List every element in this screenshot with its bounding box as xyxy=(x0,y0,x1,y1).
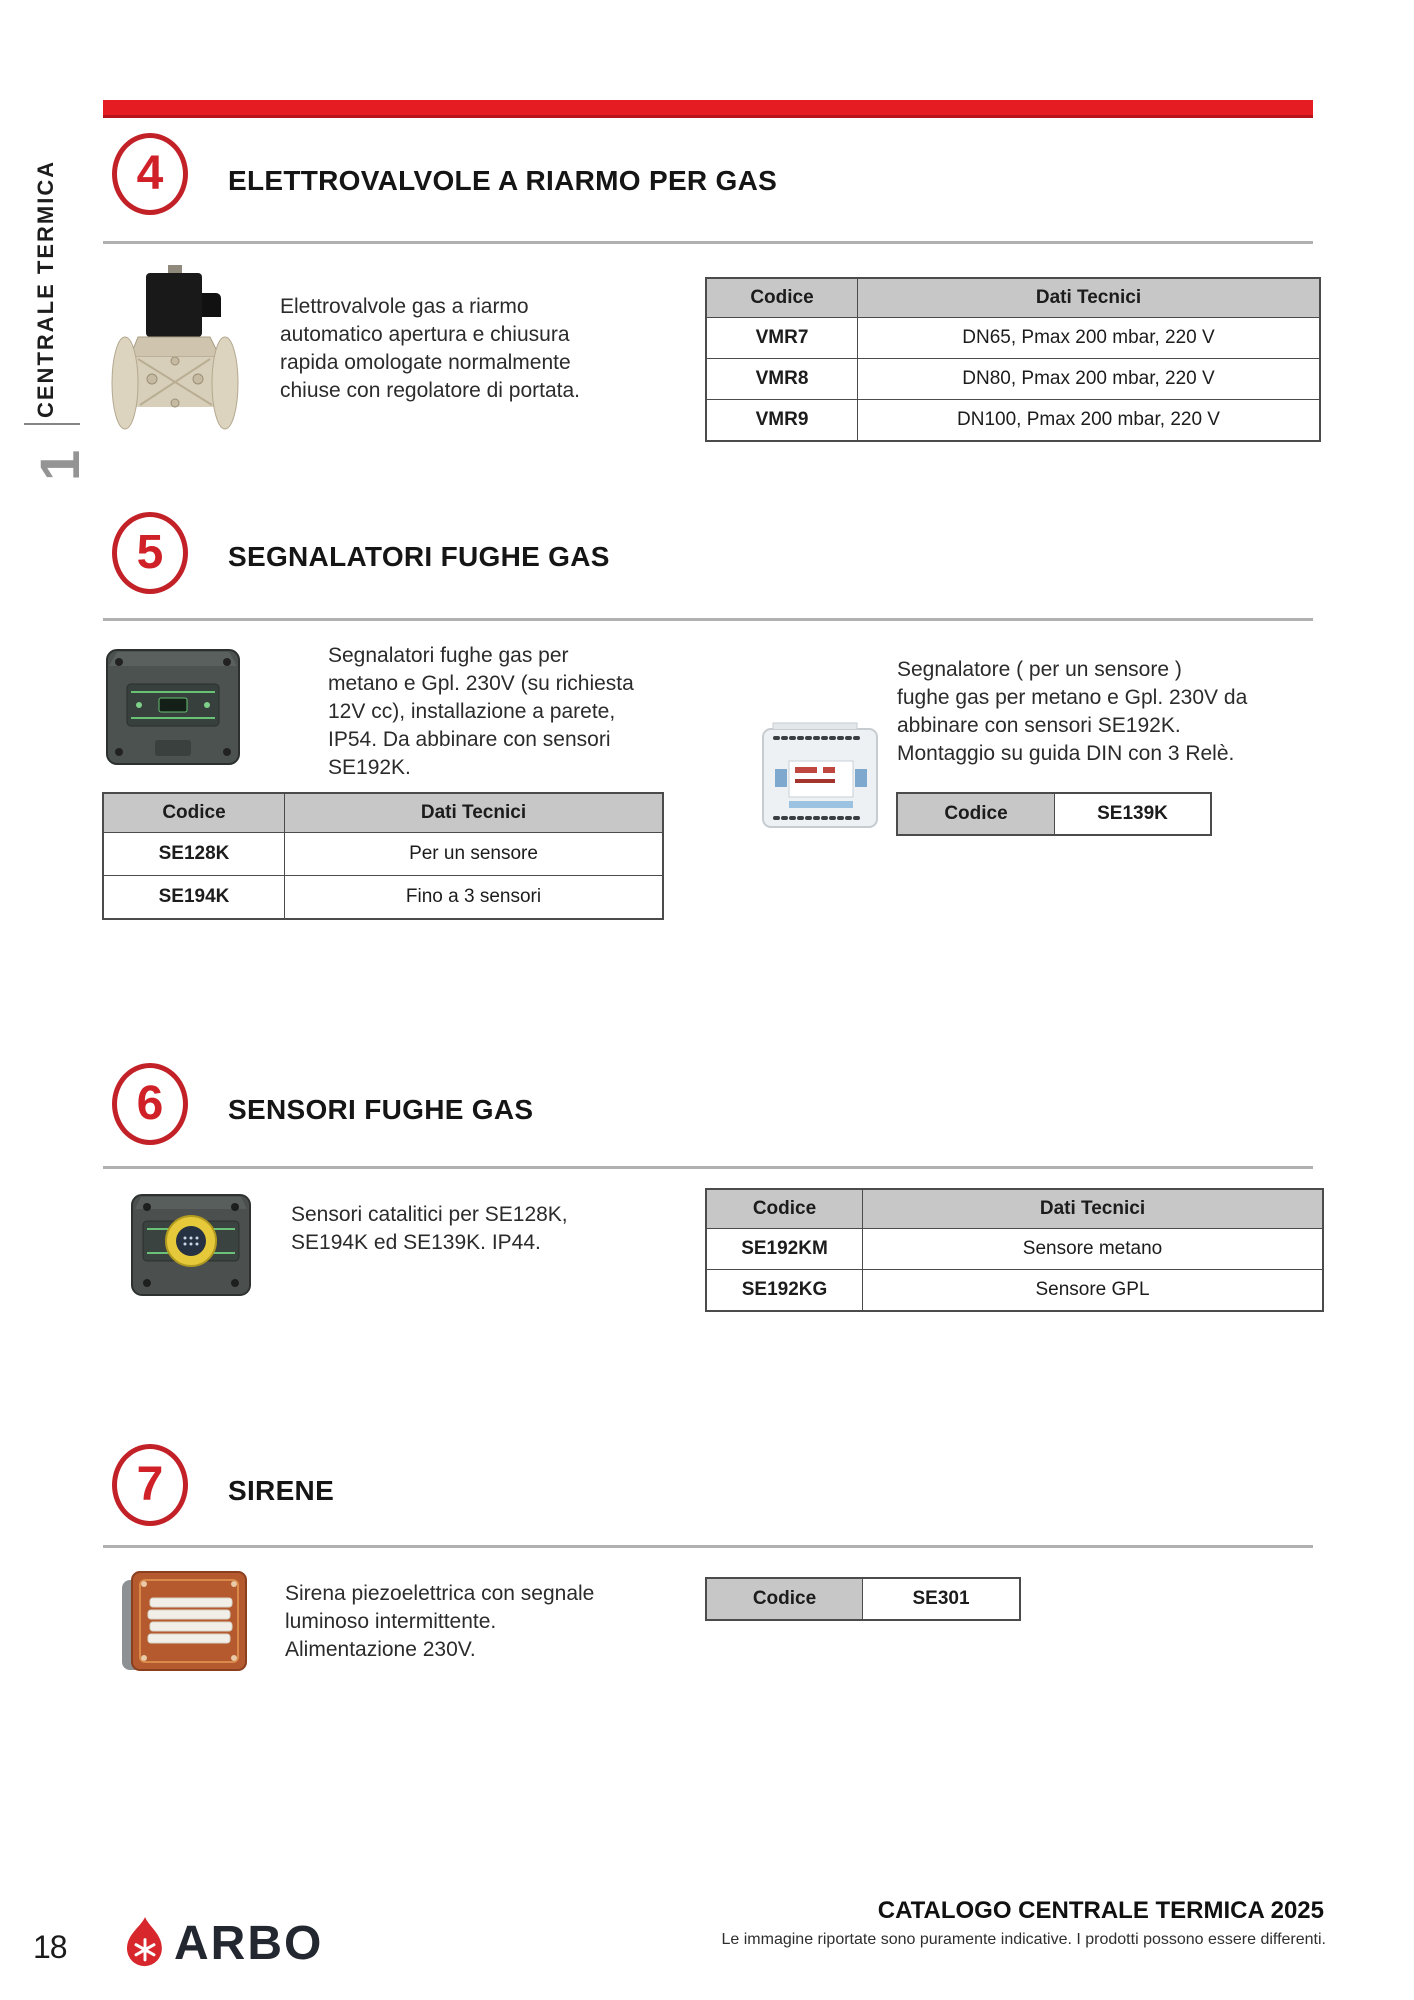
section-7-number: 7 xyxy=(136,1458,164,1511)
column-header-codice: Codice xyxy=(707,279,858,317)
code-label: Codice xyxy=(707,1579,863,1619)
table-row: SE192KM Sensore metano xyxy=(707,1228,1322,1269)
section-5-divider xyxy=(103,618,1313,621)
section-4-number: 4 xyxy=(136,147,164,200)
section-4-description: Elettrovalvole gas a riarmo automatico apertura e chiusura rapida omologate normalmente chiuse con regolatore di portata. xyxy=(280,295,581,402)
table-header-row xyxy=(104,794,662,832)
sidebar-chapter-number: 1 xyxy=(28,449,91,481)
table-row xyxy=(707,1579,1019,1619)
section-5-right-description: Segnalatore ( per un sensore ) fughe gas per metano e Gpl. 230V da abbinare con sensori SE192K. Montaggio su guida DIN con 3 Relè. xyxy=(897,658,1248,765)
section-7-description: Sirena piezoelettrica con segnale luminoso intermittente. Alimentazione 230V. xyxy=(285,1582,595,1661)
table-row: VMR8 DN80, Pmax 200 mbar, 220 V xyxy=(707,358,1319,399)
table-header-row xyxy=(707,279,1319,317)
section-4-divider xyxy=(103,241,1313,244)
section-7-code-table xyxy=(705,1577,1021,1621)
column-header-dati-tecnici: Dati Tecnici xyxy=(858,279,1319,317)
section-5-left-description: Segnalatori fughe gas per metano e Gpl. 230V (su richiesta 12V cc), installazione a parete, IP54. Da abbinare con sensori SE192K. xyxy=(328,644,634,779)
table-row: VMR7 DN65, Pmax 200 mbar, 220 V xyxy=(707,317,1319,358)
section-5-number: 5 xyxy=(136,526,164,579)
top-accent-bar xyxy=(103,100,1313,118)
table-row: SE128K Per un sensore xyxy=(104,832,662,875)
gas-leak-sensor-image xyxy=(129,1187,253,1300)
section-4-number-badge xyxy=(112,133,188,215)
column-header-codice: Codice xyxy=(707,1190,863,1228)
section-6-number-badge xyxy=(112,1063,188,1145)
table-row xyxy=(898,794,1210,834)
brand-logo-text: ARBO xyxy=(174,1917,324,1970)
section-6-title: SENSORI FUGHE GAS xyxy=(228,1094,534,1125)
column-header-dati-tecnici: Dati Tecnici xyxy=(863,1190,1322,1228)
column-header-dati-tecnici: Dati Tecnici xyxy=(285,794,662,832)
page-number: 18 xyxy=(33,1929,67,1965)
flame-icon xyxy=(122,1916,168,1970)
section-7-divider xyxy=(103,1545,1313,1548)
section-5-title: SEGNALATORI FUGHE GAS xyxy=(228,541,610,572)
section-4-spec-table xyxy=(705,277,1321,442)
section-7-number-badge xyxy=(112,1444,188,1526)
gas-leak-signaller-image xyxy=(103,640,243,772)
column-header-codice: Codice xyxy=(104,794,285,832)
din-rail-signaller-image xyxy=(755,715,885,840)
table-row: VMR9 DN100, Pmax 200 mbar, 220 V xyxy=(707,399,1319,440)
code-label: Codice xyxy=(898,794,1055,834)
section-5-spec-table xyxy=(102,792,664,920)
code-value: SE139K xyxy=(1097,803,1168,824)
table-header-row xyxy=(707,1190,1322,1228)
section-5-right-code-table xyxy=(896,792,1212,836)
section-6-description: Sensori catalitici per SE128K, SE194K ed SE139K. IP44. xyxy=(291,1203,568,1254)
sidebar-vertical-label: CENTRALE TERMICA xyxy=(33,159,58,418)
section-4-title: ELETTROVALVOLE A RIARMO PER GAS xyxy=(228,165,778,196)
section-5-number-badge xyxy=(112,512,188,594)
gas-solenoid-valve-image xyxy=(110,263,240,431)
sidebar-separator xyxy=(24,423,80,425)
footer-disclaimer: Le immagine riportate sono puramente indicative. I prodotti possono essere differenti. xyxy=(721,1931,1326,1948)
table-row: SE194K Fino a 3 sensori xyxy=(104,875,662,918)
section-7-title: SIRENE xyxy=(228,1475,335,1506)
table-row: SE192KG Sensore GPL xyxy=(707,1269,1322,1310)
section-6-spec-table xyxy=(705,1188,1324,1312)
siren-image xyxy=(120,1570,250,1674)
catalog-title: CATALOGO CENTRALE TERMICA 2025 xyxy=(877,1897,1324,1924)
code-value: SE301 xyxy=(912,1588,970,1609)
section-6-number: 6 xyxy=(136,1077,164,1130)
section-6-divider xyxy=(103,1166,1313,1169)
